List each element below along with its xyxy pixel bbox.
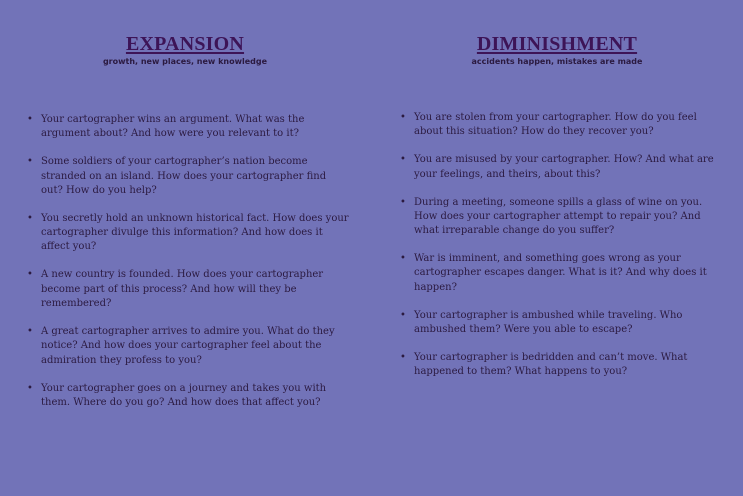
bullet-icon: • [27,114,33,125]
list-item-text: War is imminent, and something goes wrong as your cartographer escapes danger. What is it? And why does it happen? [414,253,707,293]
expansion-list [27,113,349,424]
diminishment-list [400,111,722,393]
diminishment-subtitle: accidents happen, mistakes are made [471,57,643,66]
list-item-text: Your cartographer is ambushed while traveling. Who ambushed them? Were you able to escape? [414,309,683,336]
expansion-subtitle: growth, new places, new knowledge [102,57,268,66]
bullet-icon: • [400,352,406,363]
bullet-icon: • [27,269,33,281]
diminishment-title: DIMINISHMENT [476,33,638,55]
bullet-icon: • [400,309,406,321]
list-item [27,382,349,411]
list-item-text: You are stolen from your cartographer. How do you feel about this situation? How do they recover you? [414,112,697,138]
bullet-icon: • [27,382,33,394]
list-item [400,351,722,380]
list-item-text: You secretly hold an unknown historical fact. How does your cartographer divulge this information? And how does it affect you? [41,212,349,253]
list-item-text: During a meeting, someone spills a glass of wine on you. How does your cartographer attempt to repair you? And what irreparable change do you suffer? [414,196,703,237]
expansion-title: EXPANSION [125,33,245,55]
bullet-icon: • [400,154,406,166]
bullet-icon: • [27,212,33,224]
list-item [400,309,722,338]
list-item [27,325,349,368]
bullet-icon: • [27,156,33,168]
list-item [27,155,349,198]
list-item-text: You are misused by your cartographer. How? And what are your feelings, and theirs, about this? [414,154,714,180]
list-item-text: A great cartographer arrives to admire you. What do they notice? And how does your cartographer feel about the admiration they profess to you? [41,326,335,366]
bullet-icon: • [400,112,406,123]
list-item-text: A new country is founded. How does your cartographer become part of this process? And how will they be remembered? [41,269,324,310]
list-item [400,153,722,182]
list-item [400,111,722,140]
list-item-text: Your cartographer goes on a journey and takes you with them. Where do you go? And how does that affect you? [41,382,327,408]
expansion-heading [60,33,310,67]
diminishment-heading [432,33,682,67]
list-item [400,252,722,295]
bullet-icon: • [400,253,406,265]
list-item [27,113,349,142]
list-item [400,196,722,239]
bullet-icon: • [400,196,406,208]
bullet-icon: • [27,326,33,338]
list-item [27,268,349,311]
list-item [27,212,349,255]
list-item-text: Your cartographer wins an argument. What was the argument about? And how were you relevant to it? [41,114,305,140]
list-item-text: Some soldiers of your cartographer’s nation become stranded on an island. How does your cartographer find out? How do you help? [41,156,327,196]
list-item-text: Your cartographer is bedridden and can’t move. What happened to them? What happens to you? [414,352,688,378]
